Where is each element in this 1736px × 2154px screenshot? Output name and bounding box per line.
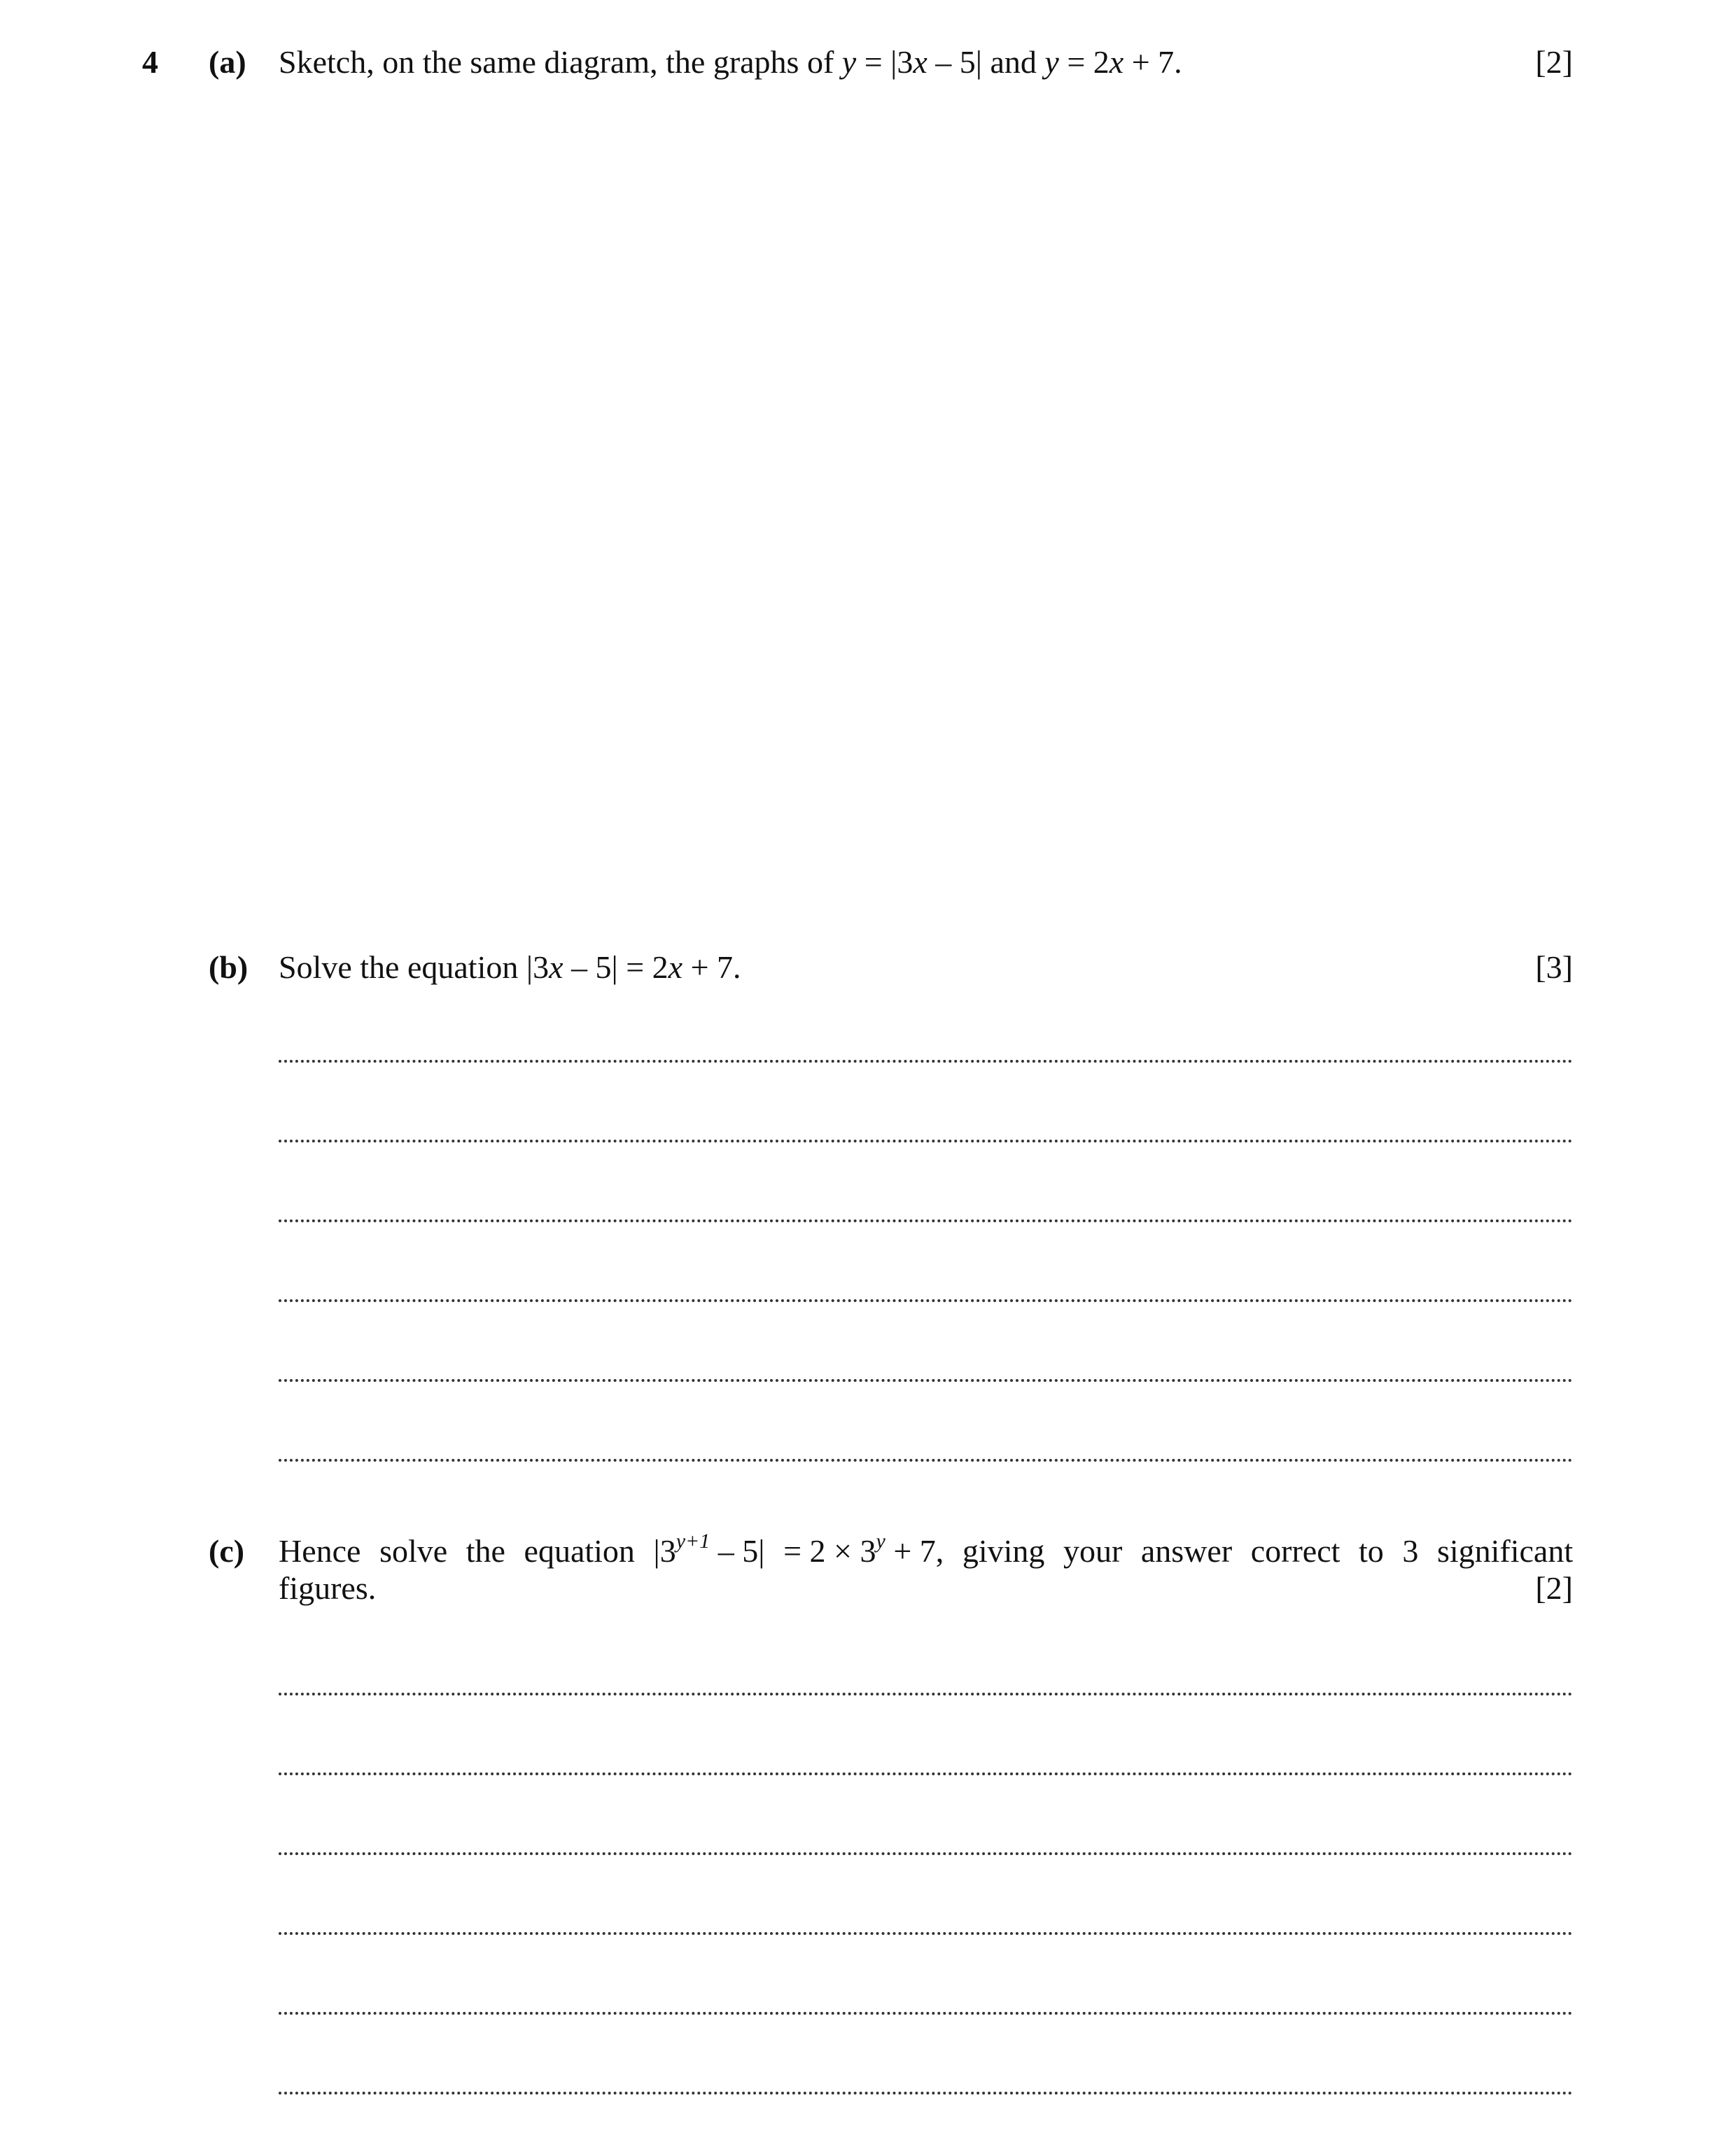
part-c-word: Hence bbox=[279, 1533, 361, 1569]
part-a-text-prefix: Sketch, on the same diagram, the graphs of bbox=[279, 44, 842, 80]
answer-line-b-5[interactable] bbox=[279, 1379, 1573, 1382]
part-c-word: your bbox=[1063, 1533, 1123, 1569]
part-a-label: (a) bbox=[209, 44, 246, 80]
part-b-marks: [3] bbox=[1535, 949, 1573, 985]
part-c-word: 3 bbox=[1402, 1533, 1419, 1569]
part-a-eq2-end: + 7. bbox=[1124, 44, 1182, 80]
answer-line-c-3[interactable] bbox=[279, 1852, 1573, 1855]
part-c-word: equation bbox=[524, 1533, 635, 1569]
answer-line-b-1[interactable] bbox=[279, 1060, 1573, 1063]
question-number: 4 bbox=[142, 44, 158, 80]
part-a-x1: x bbox=[913, 44, 927, 80]
part-b-mid: – 5| = 2 bbox=[563, 949, 668, 985]
part-c-eq-rest-a: = 2 × 3 bbox=[783, 1533, 876, 1569]
answer-line-b-2[interactable] bbox=[279, 1140, 1573, 1142]
part-c-equation-lhs bbox=[653, 1530, 765, 1569]
part-c-equation-rhs bbox=[783, 1530, 944, 1569]
part-a-y1: y bbox=[841, 44, 857, 80]
part-b-x1: x bbox=[549, 949, 564, 985]
answer-line-c-6[interactable] bbox=[279, 2092, 1573, 2094]
part-c-marks: [2] bbox=[1535, 1570, 1573, 1606]
part-c-question-line2: figures. bbox=[279, 1570, 377, 1606]
part-a-y2: y bbox=[1044, 44, 1059, 80]
answer-line-b-3[interactable] bbox=[279, 1219, 1573, 1222]
answer-line-c-2[interactable] bbox=[279, 1772, 1573, 1775]
answer-line-c-4[interactable] bbox=[279, 1932, 1573, 1935]
part-c-word: correct bbox=[1250, 1533, 1340, 1569]
answer-line-b-4[interactable] bbox=[279, 1299, 1573, 1302]
part-b-text-prefix: Solve the equation |3 bbox=[279, 949, 550, 985]
part-a-eq1-end: – 5| and bbox=[927, 44, 1045, 80]
part-a-question bbox=[279, 46, 1182, 78]
part-c-eq-rest-b: + 7, bbox=[885, 1533, 944, 1569]
part-c-word: giving bbox=[962, 1533, 1045, 1569]
part-a-eq1-mid: = |3 bbox=[856, 44, 913, 80]
part-c-label: (c) bbox=[209, 1533, 245, 1569]
part-c-word: answer bbox=[1140, 1533, 1233, 1569]
sketch-answer-area[interactable] bbox=[279, 98, 1573, 924]
part-a-x2: x bbox=[1109, 44, 1124, 80]
part-c-question-line1 bbox=[279, 1530, 1574, 1569]
part-b-question bbox=[279, 951, 741, 984]
answer-line-c-5[interactable] bbox=[279, 2012, 1573, 2015]
part-c-abs-open: |3 bbox=[653, 1533, 676, 1569]
part-c-exponent-1: y+1 bbox=[676, 1530, 710, 1553]
part-c-word: the bbox=[465, 1533, 505, 1569]
part-c-word: to bbox=[1359, 1533, 1384, 1569]
part-c-abs-mid: – 5| bbox=[710, 1533, 765, 1569]
part-b-x2: x bbox=[668, 949, 683, 985]
part-b-end: + 7. bbox=[682, 949, 741, 985]
part-b-label: (b) bbox=[209, 949, 248, 985]
answer-line-c-1[interactable] bbox=[279, 1693, 1573, 1695]
part-c-word: solve bbox=[379, 1533, 448, 1569]
part-c-word: significant bbox=[1436, 1533, 1574, 1569]
answer-line-b-6[interactable] bbox=[279, 1459, 1573, 1462]
part-a-marks: [2] bbox=[1535, 44, 1573, 80]
part-c-exponent-2: y bbox=[876, 1530, 886, 1553]
part-a-eq2-mid: = 2 bbox=[1058, 44, 1110, 80]
